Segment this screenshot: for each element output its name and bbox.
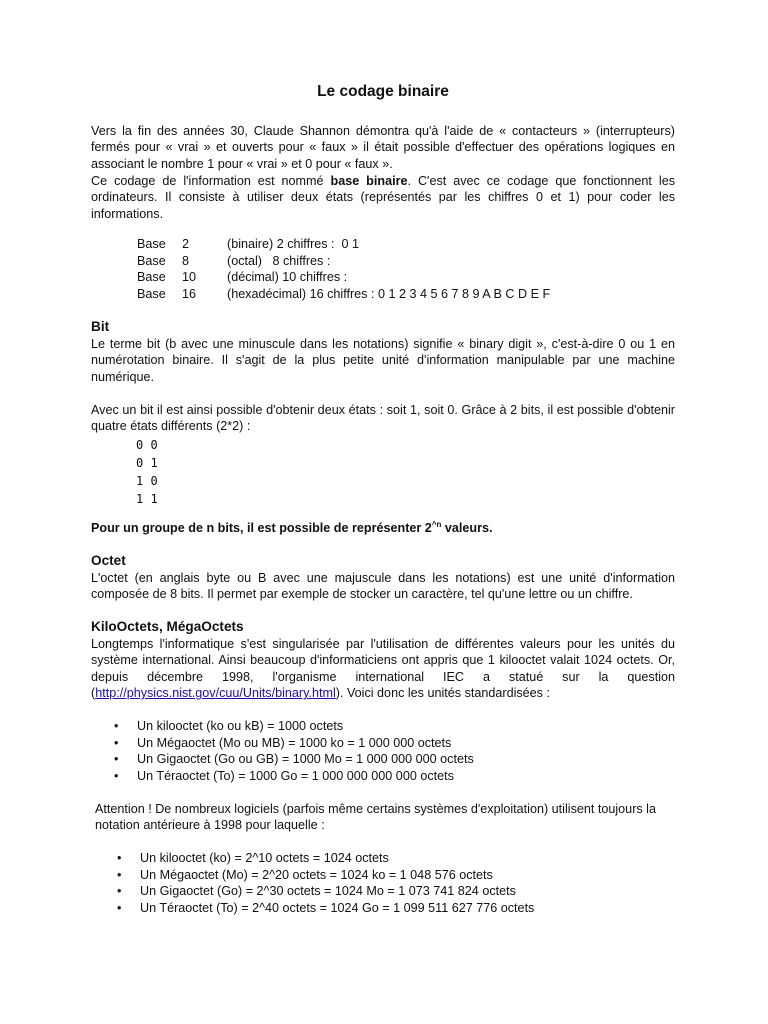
octet-paragraph: L'octet (en anglais byte ou B avec une majuscule dans les notations) est une unité d'information composée de 8 bits. Il permet par exemple de stocker un caractère, tel qu'une lettre ou un chiffre. xyxy=(91,571,675,602)
bit-rule: Pour un groupe de n bits, il est possible de représenter $2^{\^{}n}$ valeurs. xyxy=(91,519,493,535)
bullet-icon: • xyxy=(114,752,119,766)
kilo-paragraph: Longtemps l'informatique s'est singularisée par l'utilisation de différentes valeurs pour les unités du système international. Ainsi beaucoup d'informaticiens ont appris que 1 kilooctet valait 1024 octets. Or, depuis décembre 1998, l'organisme international IEC a statué sur la question (http://physics.nist.gov/cuu/Units/binary.html). Voici donc les unités standardisées : xyxy=(91,637,675,701)
list-item: • Un Gigaoctet (Go ou GB) = 1000 Mo = 1 000 000 000 octets xyxy=(114,752,474,766)
list-item: • Un Mégaoctet (Mo ou MB) = 1000 ko = 1 000 000 octets xyxy=(114,735,452,750)
octet-heading: Octet xyxy=(91,553,126,568)
bases-table xyxy=(137,236,550,302)
intro-paragraph-1: Vers la fin des années 30, Claude Shannon démontra qu'à l'aide de « contacteurs » (interrupteurs) fermés pour « vrai » et ouverts pour « faux » il était possible d'effectuer des opérations logiques en associant le nombre 1 pour « vrai » et 0 pour « faux ». xyxy=(91,124,675,171)
old-units-list xyxy=(117,850,657,916)
attention-paragraph: Attention ! De nombreux logiciels (parfois même certains systèmes d'exploitation) utilisent toujours la notation antérieure à 1998 pour laquelle : xyxy=(95,802,656,833)
list-item: • Un kilooctet (ko ou kB) = 1000 octets xyxy=(114,719,344,733)
bit-paragraph-2: Avec un bit il est ainsi possible d'obtenir deux états : soit 1, soit 0. Grâce à 2 bits, il est possible d'obtenir quatre états différents (2*2) : xyxy=(91,403,675,434)
list-item: • Un Téraoctet (To) = 1000 Go = 1 000 000 000 000 octets xyxy=(114,768,454,783)
bit-pair: 1 1 xyxy=(136,492,158,506)
base-row: Base 8 (octal) 8 chiffres : xyxy=(137,253,331,268)
standard-units-list xyxy=(114,718,654,784)
bullet-icon: • xyxy=(117,867,122,882)
intro-paragraph-2: Ce codage de l'information est nommé base binaire. C'est avec ce codage que fonctionnent les ordinateurs. Il consiste à utiliser deux états (représentés par les chiffres 0 et 1) pour coder les informations. xyxy=(91,174,675,221)
kilo-heading: KiloOctets, MégaOctets xyxy=(91,619,244,634)
bit-pair: 1 0 xyxy=(136,474,158,488)
base-row: Base 2 (binaire) 2 chiffres : 0 1 xyxy=(137,237,360,251)
list-item: • Un kilooctet (ko) = 2^10 octets = 1024 octets xyxy=(117,851,389,865)
bullet-icon: • xyxy=(114,768,119,783)
base-row: Base 10 (décimal) 10 chiffres : xyxy=(137,270,348,284)
list-item: • Un Téraoctet (To) = 2^40 octets = 1024 Go = 1 099 511 627 776 octets xyxy=(117,900,535,915)
bullet-icon: • xyxy=(114,735,119,750)
bullet-icon: • xyxy=(117,900,122,915)
nist-link[interactable]: http://physics.nist.gov/cuu/Units/binary.html xyxy=(95,686,336,701)
bit-pair: 0 0 xyxy=(136,438,158,452)
base-row: Base 16 (hexadécimal) 16 chiffres : 0 1 2 3 4 5 6 7 8 9 A B C D E F xyxy=(137,286,551,301)
list-item: • Un Mégaoctet (Mo) = 2^20 octets = 1024 ko = 1 048 576 octets xyxy=(117,867,493,882)
bullet-icon: • xyxy=(117,884,122,898)
bit-pair: 0 1 xyxy=(136,456,158,470)
page-title: Le codage binaire xyxy=(317,83,449,100)
bit-paragraph-1: Le terme bit (b avec une minuscule dans les notations) signifie « binary digit », c'est-à-dire 0 ou 1 en numérotation binaire. Il s'agit de la plus petite unité d'information manipulable par une machine numérique. xyxy=(91,337,675,384)
list-item: • Un Gigaoctet (Go) = 2^30 octets = 1024 Mo = 1 073 741 824 octets xyxy=(117,884,516,898)
bullet-icon: • xyxy=(117,851,122,865)
bit-heading: Bit xyxy=(91,319,110,334)
base-binaire-term: base binaire xyxy=(330,174,408,188)
bullet-icon: • xyxy=(114,719,119,733)
bit-pairs-list xyxy=(136,437,158,509)
